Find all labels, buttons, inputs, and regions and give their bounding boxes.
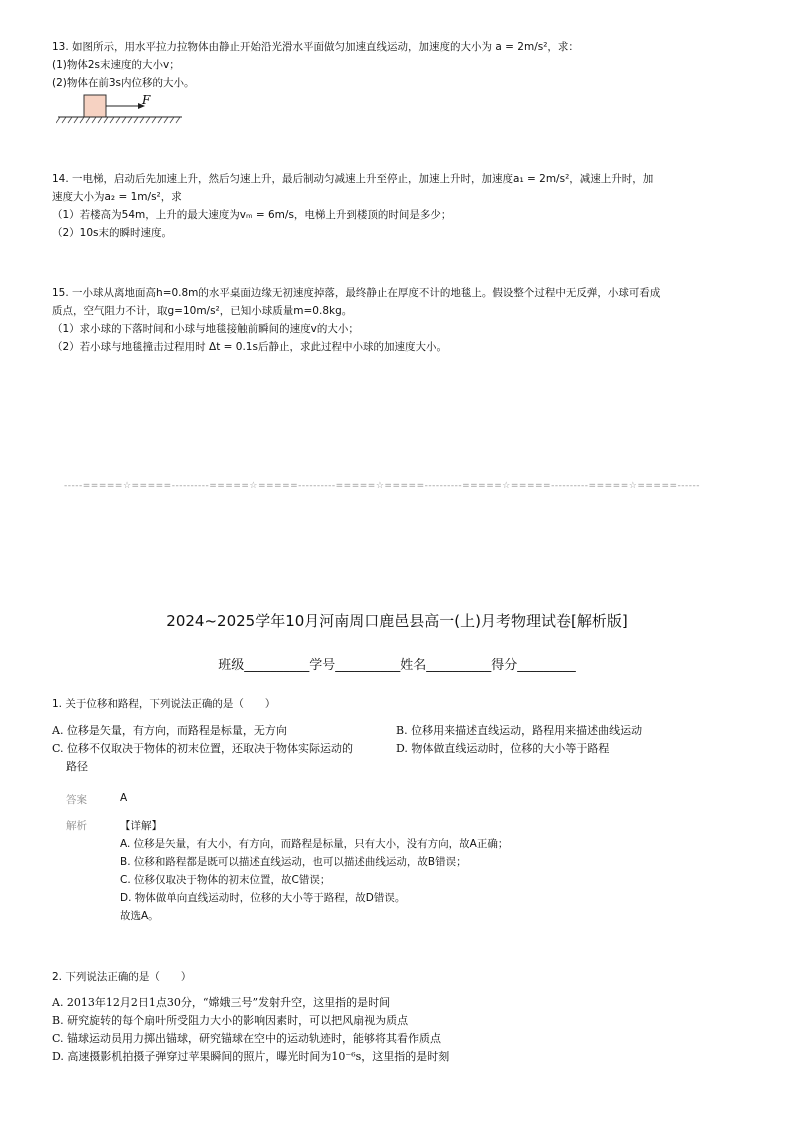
analysis-line: 【详解】 [120,820,162,832]
q1-option-c-cont: 路径 [66,760,88,773]
analysis-label: 解析 [66,820,87,832]
answer-value: A [120,792,128,804]
q13-line-2: (1)物体2s末速度的大小v； [52,59,180,71]
q15-line-3: （1）求小球的下落时间和小球与地毯接触前瞬间的速度v的大小； [52,323,359,335]
section-separator: -----=====☆=====----------=====☆=====----------=====☆=====----------=====☆=====----------=====☆=====------ [64,481,701,491]
student-info-line: 班级__________学号__________姓名__________得分_________ [218,658,576,673]
analysis-line: B. 位移和路程都是既可以描述直线运动，也可以描述曲线运动，故B错误； [120,856,467,868]
q13-line-1: 13. 如图所示，用水平拉力拉物体由静止开始沿光滑水平面做匀加速直线运动，加速度的大小为 a = 2m/s²，求： [52,41,579,53]
q15-line-1: 15. 一小球从离地面高h=0.8m的水平桌面边缘无初速度掉落，最终静止在厚度不计的地毯上。假设整个过程中无反弹，小球可看成 [52,287,661,299]
q14-line-4: （2）10s末的瞬时速度。 [52,227,173,239]
q13-line-3: (2)物体在前3s内位移的大小。 [52,77,195,89]
analysis-line: C. 位移仅取决于物体的初末位置，故C错误； [120,874,331,886]
q2-option-a: A. 2013年12月2日1点30分，“嫦娥三号”发射升空，这里指的是时间 [52,996,391,1009]
q15-line-4: （2）若小球与地毯撞击过程用时 Δt = 0.1s后静止，求此过程中小球的加速度大小。 [52,341,447,353]
analysis-line: 故选A。 [120,910,159,922]
q1-option-c: C. 位移不仅取决于物体的初末位置，还取决于物体实际运动的 [52,742,354,755]
q1-option-b: B. 位移用来描述直线运动，路程用来描述曲线运动 [396,724,643,737]
q15-line-2: 质点，空气阻力不计，取g=10m/s²，已知小球质量m=0.8kg。 [52,305,353,317]
q14-line-1: 14. 一电梯，启动后先加速上升，然后匀速上升，最后制动匀减速上升至停止，加速上升时，加速度a₁ = 2m/s²，减速上升时，加 [52,173,654,185]
answer-label: 答案 [66,794,87,806]
analysis-line: A. 位移是矢量，有大小，有方向，而路程是标量，只有大小，没有方向，故A正确； [120,838,509,850]
q2-option-c: C. 锚球运动员用力掷出锚球，研究锚球在空中的运动轨迹时，能够将其看作质点 [52,1032,442,1045]
analysis-line: D. 物体做单向直线运动时，位移的大小等于路程，故D错误。 [120,892,406,904]
page-title: 2024~2025学年10月河南周口鹿邑县高一(上)月考物理试卷[解析版] [166,612,628,630]
force-label: F [142,93,151,107]
q2-option-b: B. 研究旋转的每个扇叶所受阻力大小的影响因素时，可以把风扇视为质点 [52,1014,409,1027]
q2-option-d: D. 高速摄影机拍摄子弹穿过苹果瞬间的照片，曝光时间为10⁻⁶s，这里指的是时刻 [52,1050,450,1063]
q2-stem: 2. 下列说法正确的是（ ） [52,971,192,983]
q1-option-d: D. 物体做直线运动时，位移的大小等于路程 [396,742,610,755]
q1-option-a: A. 位移是矢量，有方向，而路程是标量，无方向 [52,724,287,737]
force-diagram [56,92,186,126]
q1-stem: 1. 关于位移和路程，下列说法正确的是（ ） [52,698,276,710]
q14-line-2: 速度大小为a₂ = 1m/s²，求 [52,191,182,203]
q14-line-3: （1）若楼高为54m，上升的最大速度为vₘ = 6m/s，电梯上升到楼顶的时间是多少； [52,209,452,221]
